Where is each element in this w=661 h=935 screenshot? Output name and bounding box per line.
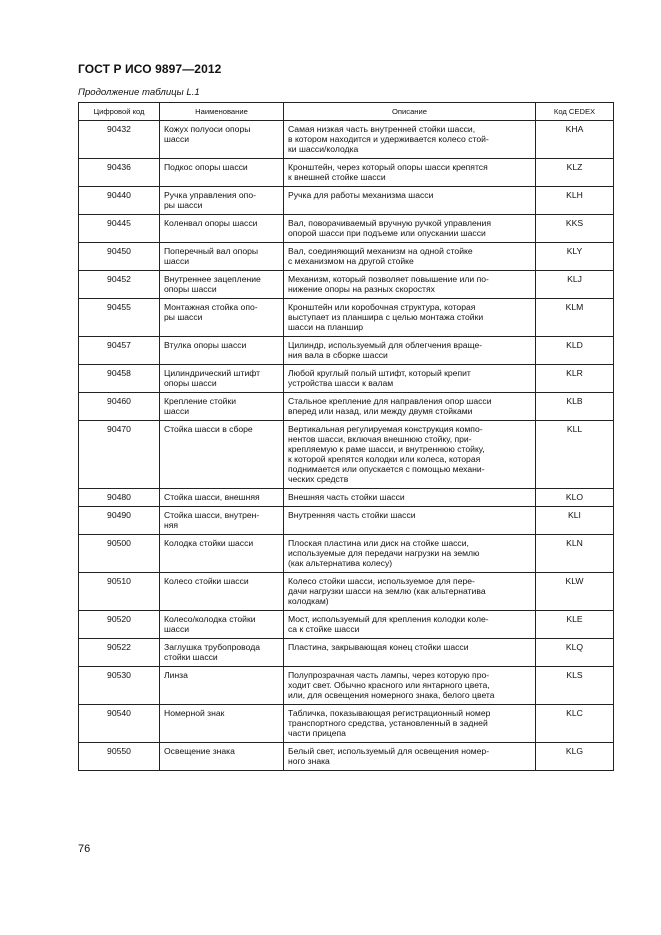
cell-name-line: шасси	[164, 134, 190, 144]
cell-description-line: (как альтернатива колесу)	[288, 558, 393, 568]
cell-description	[284, 573, 536, 611]
cell-description-line: ходит свет. Обычно красного или янтарного цвета,	[288, 680, 490, 690]
cell-digital-code: 90452	[79, 271, 160, 299]
cell-name-line: ры шасси	[164, 312, 203, 322]
cell-digital-code: 90500	[79, 535, 160, 573]
cell-description	[284, 611, 536, 639]
cell-description-line: Кронштейн или коробочная структура, которая	[288, 302, 476, 312]
cell-description	[284, 159, 536, 187]
cell-name-line: Подкос опоры шасси	[164, 162, 248, 172]
cell-name	[160, 337, 284, 365]
cell-name	[160, 121, 284, 159]
cell-name-line: Кожух полуоси опоры	[164, 124, 251, 134]
table-caption: Продолжение таблицы L.1	[78, 87, 200, 98]
cell-digital-code: 90460	[79, 393, 160, 421]
cell-description-line: дачи нагрузки шасси на землю (как альтернатива	[288, 586, 486, 596]
cell-name-line: Коленвал опоры шасси	[164, 218, 258, 228]
cell-name-line: шасси	[164, 624, 190, 634]
cell-name-line: Монтажная стойка опо-	[164, 302, 258, 312]
cell-description-line: Полупрозрачная часть лампы, через которую про-	[288, 670, 490, 680]
cell-cedex-code: KLO	[536, 489, 614, 507]
table-row	[79, 365, 614, 393]
cell-digital-code: 90450	[79, 243, 160, 271]
column-header-cedex: Код CEDEX	[536, 103, 614, 121]
cell-name	[160, 299, 284, 337]
table-row	[79, 667, 614, 705]
cell-description-line: к которой крепятся колодки или колеса, которая	[288, 454, 481, 464]
cell-cedex-code: KLZ	[536, 159, 614, 187]
cell-digital-code: 90550	[79, 743, 160, 771]
cell-name-line: Стойка шасси, внешняя	[164, 492, 260, 502]
document-title: ГОСТ Р ИСО 9897—2012	[78, 62, 222, 76]
cell-cedex-code: KLR	[536, 365, 614, 393]
cell-description	[284, 507, 536, 535]
cell-name	[160, 507, 284, 535]
page-number: 76	[78, 843, 91, 855]
cell-description-line: устройства шасси к валам	[288, 378, 394, 388]
cell-description-line: нентов шасси, включая внешнюю стойку, при-	[288, 434, 472, 444]
cell-description	[284, 743, 536, 771]
cell-digital-code: 90458	[79, 365, 160, 393]
column-header-name: Наименование	[160, 103, 284, 121]
table-row	[79, 573, 614, 611]
table-row	[79, 215, 614, 243]
cell-name-line: Стойка шасси, внутрен-	[164, 510, 260, 520]
cell-description-line: Вал, соединяющий механизм на одной стойке	[288, 246, 473, 256]
cell-cedex-code: KLI	[536, 507, 614, 535]
cell-cedex-code: KLD	[536, 337, 614, 365]
table-row	[79, 271, 614, 299]
cell-name-line: Втулка опоры шасси	[164, 340, 247, 350]
cell-cedex-code: KLJ	[536, 271, 614, 299]
table-row	[79, 159, 614, 187]
cell-name-line: шасси	[164, 256, 190, 266]
cell-description-line: Любой круглый полый штифт, который крепит	[288, 368, 471, 378]
cell-description-line: Кронштейн, через который опоры шасси крепятся	[288, 162, 488, 172]
cell-description-line: Мост, используемый для крепления колодки коле-	[288, 614, 489, 624]
cell-name-line: няя	[164, 520, 179, 530]
table-header-row	[79, 103, 614, 121]
cell-digital-code: 90445	[79, 215, 160, 243]
cell-name-line: Ручка управления опо-	[164, 190, 256, 200]
table-row	[79, 489, 614, 507]
cell-name-line: Внутреннее зацепление	[164, 274, 261, 284]
cell-digital-code: 90530	[79, 667, 160, 705]
cell-digital-code: 90436	[79, 159, 160, 187]
cell-digital-code: 90540	[79, 705, 160, 743]
cell-cedex-code: KLC	[536, 705, 614, 743]
cell-name-line: Колесо/колодка стойки	[164, 614, 256, 624]
cell-digital-code: 90455	[79, 299, 160, 337]
table-row	[79, 121, 614, 159]
cell-name-line: Освещение знака	[164, 746, 235, 756]
cell-description-line: Табличка, показывающая регистрационный номер	[288, 708, 491, 718]
table-row	[79, 507, 614, 535]
cell-name	[160, 535, 284, 573]
cell-description	[284, 365, 536, 393]
cell-cedex-code: KKS	[536, 215, 614, 243]
cell-name-line: Стойка шасси в сборе	[164, 424, 253, 434]
cell-description-line: Стальное крепление для направления опор шасси	[288, 396, 492, 406]
cell-digital-code: 90480	[79, 489, 160, 507]
cell-cedex-code: KLY	[536, 243, 614, 271]
cell-name	[160, 573, 284, 611]
table-row	[79, 337, 614, 365]
cell-description-line: Внешняя часть стойки шасси	[288, 492, 405, 502]
cell-description	[284, 187, 536, 215]
table-row	[79, 187, 614, 215]
cell-description-line: транспортного средства, установленный в задней	[288, 718, 488, 728]
table-row	[79, 299, 614, 337]
table-body	[79, 121, 614, 771]
cell-name-line: Колесо стойки шасси	[164, 576, 249, 586]
table-row	[79, 705, 614, 743]
cell-description-line: в котором находится и удерживается колесо стой-	[288, 134, 489, 144]
cell-cedex-code: KLN	[536, 535, 614, 573]
cell-cedex-code: KLM	[536, 299, 614, 337]
cell-cedex-code: KLE	[536, 611, 614, 639]
cell-description	[284, 421, 536, 489]
cell-name-line: Заглушка трубопровода	[164, 642, 261, 652]
cell-description-line: опорой шасси при подъеме или опускании шасси	[288, 228, 486, 238]
cell-name	[160, 271, 284, 299]
cell-description-line: или, для освещения номерного знака, белого цвета	[288, 690, 495, 700]
cell-cedex-code: KLG	[536, 743, 614, 771]
table-row	[79, 393, 614, 421]
cell-description-line: крепляемую к раме шасси, и внутреннюю стойку,	[288, 444, 485, 454]
cell-name	[160, 393, 284, 421]
cell-description	[284, 337, 536, 365]
cell-description-line: ного знака	[288, 756, 330, 766]
cell-name-line: Колодка стойки шасси	[164, 538, 254, 548]
cell-description-line: Механизм, который позволяет повышение или по-	[288, 274, 489, 284]
cell-name	[160, 187, 284, 215]
cell-description	[284, 535, 536, 573]
cell-name-line: Линза	[164, 670, 188, 680]
cell-description-line: Цилиндр, используемый для облегчения враще-	[288, 340, 483, 350]
cell-digital-code: 90440	[79, 187, 160, 215]
cell-description-line: Ручка для работы механизма шасси	[288, 190, 434, 200]
cell-description-line: вперед или назад, или между двумя стойками	[288, 406, 473, 416]
table-row	[79, 535, 614, 573]
cell-name	[160, 667, 284, 705]
cell-name-line: опоры шасси	[164, 284, 217, 294]
cell-cedex-code: KLW	[536, 573, 614, 611]
table-row	[79, 611, 614, 639]
cell-name	[160, 243, 284, 271]
cell-cedex-code: KLH	[536, 187, 614, 215]
table-row	[79, 243, 614, 271]
table-row	[79, 743, 614, 771]
cell-description	[284, 639, 536, 667]
cell-digital-code: 90457	[79, 337, 160, 365]
cell-description-line: Колесо стойки шасси, используемое для пере-	[288, 576, 475, 586]
cell-description-line: с механизмом на другой стойке	[288, 256, 414, 266]
cell-description-line: Белый свет, используемый для освещения номер-	[288, 746, 490, 756]
cell-description-line: ческих средств	[288, 474, 349, 484]
cell-name-line: шасси	[164, 406, 190, 416]
cell-digital-code: 90520	[79, 611, 160, 639]
cell-description	[284, 215, 536, 243]
cell-description	[284, 667, 536, 705]
cell-description	[284, 489, 536, 507]
cell-cedex-code: KLL	[536, 421, 614, 489]
cell-description-line: к внешней стойке шасси	[288, 172, 386, 182]
cell-description	[284, 393, 536, 421]
cell-description-line: Пластина, закрывающая конец стойки шасси	[288, 642, 469, 652]
cell-name-line: Крепление стойки	[164, 396, 237, 406]
cell-name	[160, 705, 284, 743]
table-row	[79, 639, 614, 667]
cell-description-line: поднимается или опускается с помощью механи-	[288, 464, 485, 474]
cell-name	[160, 743, 284, 771]
cell-description-line: Вертикальная регулируемая конструкция компо-	[288, 424, 483, 434]
cell-description-line: Вал, поворачиваемый вручную ручкой управления	[288, 218, 491, 228]
cell-digital-code: 90522	[79, 639, 160, 667]
cell-description-line: Самая низкая часть внутренней стойки шасси,	[288, 124, 476, 134]
cell-description-line: используемые для передачи нагрузки на землю	[288, 548, 480, 558]
cell-name-line: Номерной знак	[164, 708, 225, 718]
cell-description	[284, 271, 536, 299]
cell-description-line: шасси на планшир	[288, 322, 364, 332]
cell-name-line: опоры шасси	[164, 378, 217, 388]
cell-description-line: колодкам)	[288, 596, 329, 606]
cell-cedex-code: KLQ	[536, 639, 614, 667]
cell-digital-code: 90510	[79, 573, 160, 611]
column-header-description: Описание	[284, 103, 536, 121]
cell-name-line: Поперечный вал опоры	[164, 246, 259, 256]
cell-name	[160, 421, 284, 489]
cell-cedex-code: KLS	[536, 667, 614, 705]
cell-name	[160, 159, 284, 187]
cell-name	[160, 215, 284, 243]
cell-description-line: са к стойке шасси	[288, 624, 360, 634]
cell-name	[160, 365, 284, 393]
cell-description	[284, 299, 536, 337]
cell-description-line: части прицепа	[288, 728, 346, 738]
cell-description	[284, 705, 536, 743]
cell-name	[160, 639, 284, 667]
cell-description-line: Плоская пластина или диск на стойке шасси,	[288, 538, 469, 548]
cell-name-line: Цилиндрический штифт	[164, 368, 261, 378]
cell-cedex-code: KHA	[536, 121, 614, 159]
cell-description-line: ния вала в сборке шасси	[288, 350, 388, 360]
table-row	[79, 421, 614, 489]
cell-name-line: ры шасси	[164, 200, 203, 210]
cell-description-line: выступает из планшира с целью монтажа стойки	[288, 312, 484, 322]
cell-digital-code: 90490	[79, 507, 160, 535]
cell-description	[284, 121, 536, 159]
cedex-table	[78, 102, 614, 771]
cell-cedex-code: KLB	[536, 393, 614, 421]
cell-description	[284, 243, 536, 271]
cell-name	[160, 489, 284, 507]
cell-description-line: Внутренняя часть стойки шасси	[288, 510, 416, 520]
cell-digital-code: 90470	[79, 421, 160, 489]
cell-name	[160, 611, 284, 639]
cell-name-line: стойки шасси	[164, 652, 218, 662]
column-header-code: Цифровой код	[79, 103, 160, 121]
cell-description-line: нижение опоры на разных скоростях	[288, 284, 435, 294]
cell-description-line: ки шасси/колодка	[288, 144, 359, 154]
cell-digital-code: 90432	[79, 121, 160, 159]
